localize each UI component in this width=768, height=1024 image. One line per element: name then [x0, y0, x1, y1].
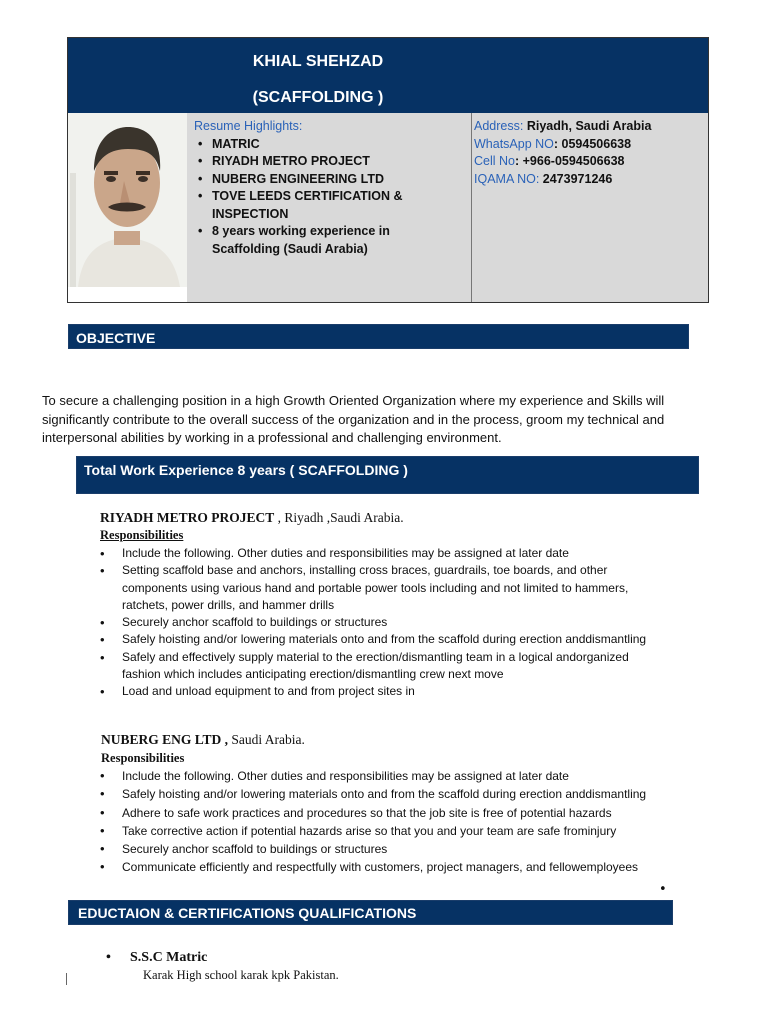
iqama-value: 2473971246 — [542, 171, 613, 186]
address-line — [474, 118, 708, 136]
list-item: • Include the following. Other duties and responsibilities may be assigned at later date — [92, 545, 720, 562]
company-name: NUBERG ENG LTD , — [101, 732, 229, 747]
iqama-line — [474, 171, 708, 189]
contact-info — [472, 113, 708, 302]
list-item: • Take corrective action if potential hazards arise so that you and your team are safe frominjury — [92, 822, 721, 840]
list-item: • Securely anchor scaffold to buildings or structures — [92, 840, 721, 858]
cell-value: : +966-0594506638 — [515, 154, 625, 168]
responsibilities-label: Responsibilities — [101, 751, 185, 765]
margin-mark — [66, 973, 67, 985]
list-item: • Communicate efficiently and respectfully with customers, project managers, and fellowemployees — [92, 858, 721, 876]
job-riyadh-metro — [100, 510, 720, 701]
candidate-name: KHIAL SHEHZAD — [252, 53, 384, 70]
company-location: , Riyadh ,Saudi Arabia. — [274, 510, 404, 525]
list-item: • Load and unload equipment to and from project sites in — [92, 683, 720, 700]
education-item — [106, 950, 606, 983]
highlight-item: • MATRIC — [194, 136, 471, 154]
objective-heading: OBJECTIVE — [68, 324, 689, 349]
highlight-item: • NUBERG ENGINEERING LTD — [194, 171, 471, 189]
list-item: • Safely and effectively supply material to the erection/dismantling team in a logical andorganized fashion which includes anticipating erection/dismantling crew next move — [92, 649, 667, 684]
highlights-title: Resume Highlights: — [194, 119, 303, 133]
responsibilities-list — [92, 767, 721, 877]
whatsapp-line — [474, 136, 708, 154]
company-name: RIYADH METRO PROJECT — [100, 510, 275, 525]
responsibilities-list — [92, 545, 720, 701]
education-title: S.S.C Matric — [130, 950, 208, 965]
list-item: • Include the following. Other duties and responsibilities may be assigned at later date — [92, 767, 721, 785]
list-item: • Adhere to safe work practices and procedures so that the job site is free of potential hazards — [92, 804, 721, 822]
company-location: Saudi Arabia. — [228, 732, 305, 747]
address-value: Riyadh, Saudi Arabia — [526, 119, 652, 133]
education-title-line — [106, 950, 606, 966]
address-label: Address: — [474, 119, 524, 133]
iqama-label: IQAMA NO: — [474, 171, 540, 186]
education-heading: EDUCTAION & CERTIFICATIONS QUALIFICATIONS — [68, 900, 673, 925]
resume-highlights — [187, 113, 472, 302]
highlight-item: • 8 years working experience in Scaffolding (Saudi Arabia) — [194, 223, 432, 258]
stray-bullet: • — [659, 882, 667, 897]
list-item: • Securely anchor scaffold to buildings or structures — [92, 614, 720, 631]
responsibilities-label: Responsibilities — [100, 528, 184, 542]
job-nuberg — [101, 732, 721, 877]
title-band — [68, 38, 708, 113]
cell-label: Cell No — [474, 154, 515, 168]
list-item: • Safely hoisting and/or lowering materials onto and from the scaffold during erection anddismantling — [92, 631, 720, 648]
list-item: • Setting scaffold base and anchors, installing cross braces, guardrails, toe boards, and other components using various hand and portable power tools including and not limited to hammers, ratchets, power drills, and hammer drills — [92, 562, 662, 614]
candidate-trade: (SCAFFOLDING ) — [252, 89, 384, 106]
experience-heading: Total Work Experience 8 years ( SCAFFOLDING ) — [76, 456, 699, 494]
whatsapp-value: : 0594506638 — [553, 136, 632, 151]
list-item: • Safely hoisting and/or lowering materials onto and from the scaffold during erection anddismantling — [92, 785, 721, 803]
education-detail: Karak High school karak kpk Pakistan. — [143, 968, 339, 982]
resume-header — [67, 37, 709, 303]
highlights-list — [194, 136, 471, 259]
highlight-item: • RIYADH METRO PROJECT — [194, 153, 471, 171]
bullet: • — [106, 950, 111, 965]
job-title — [100, 510, 720, 526]
job-title — [101, 732, 721, 748]
person-portrait-icon — [68, 113, 187, 287]
cell-line — [474, 153, 708, 171]
objective-text: To secure a challenging position in a high Growth Oriented Organization where my experience and Skills will significantly contribute to the overall success of the organization and in the process, groom my technical and interpersonal abilities by working in a professional and challenging environment. — [42, 393, 665, 445]
whatsapp-label: WhatsApp NO — [474, 136, 554, 151]
highlight-item: • TOVE LEEDS CERTIFICATION & INSPECTION — [194, 188, 432, 223]
profile-photo — [68, 113, 187, 287]
